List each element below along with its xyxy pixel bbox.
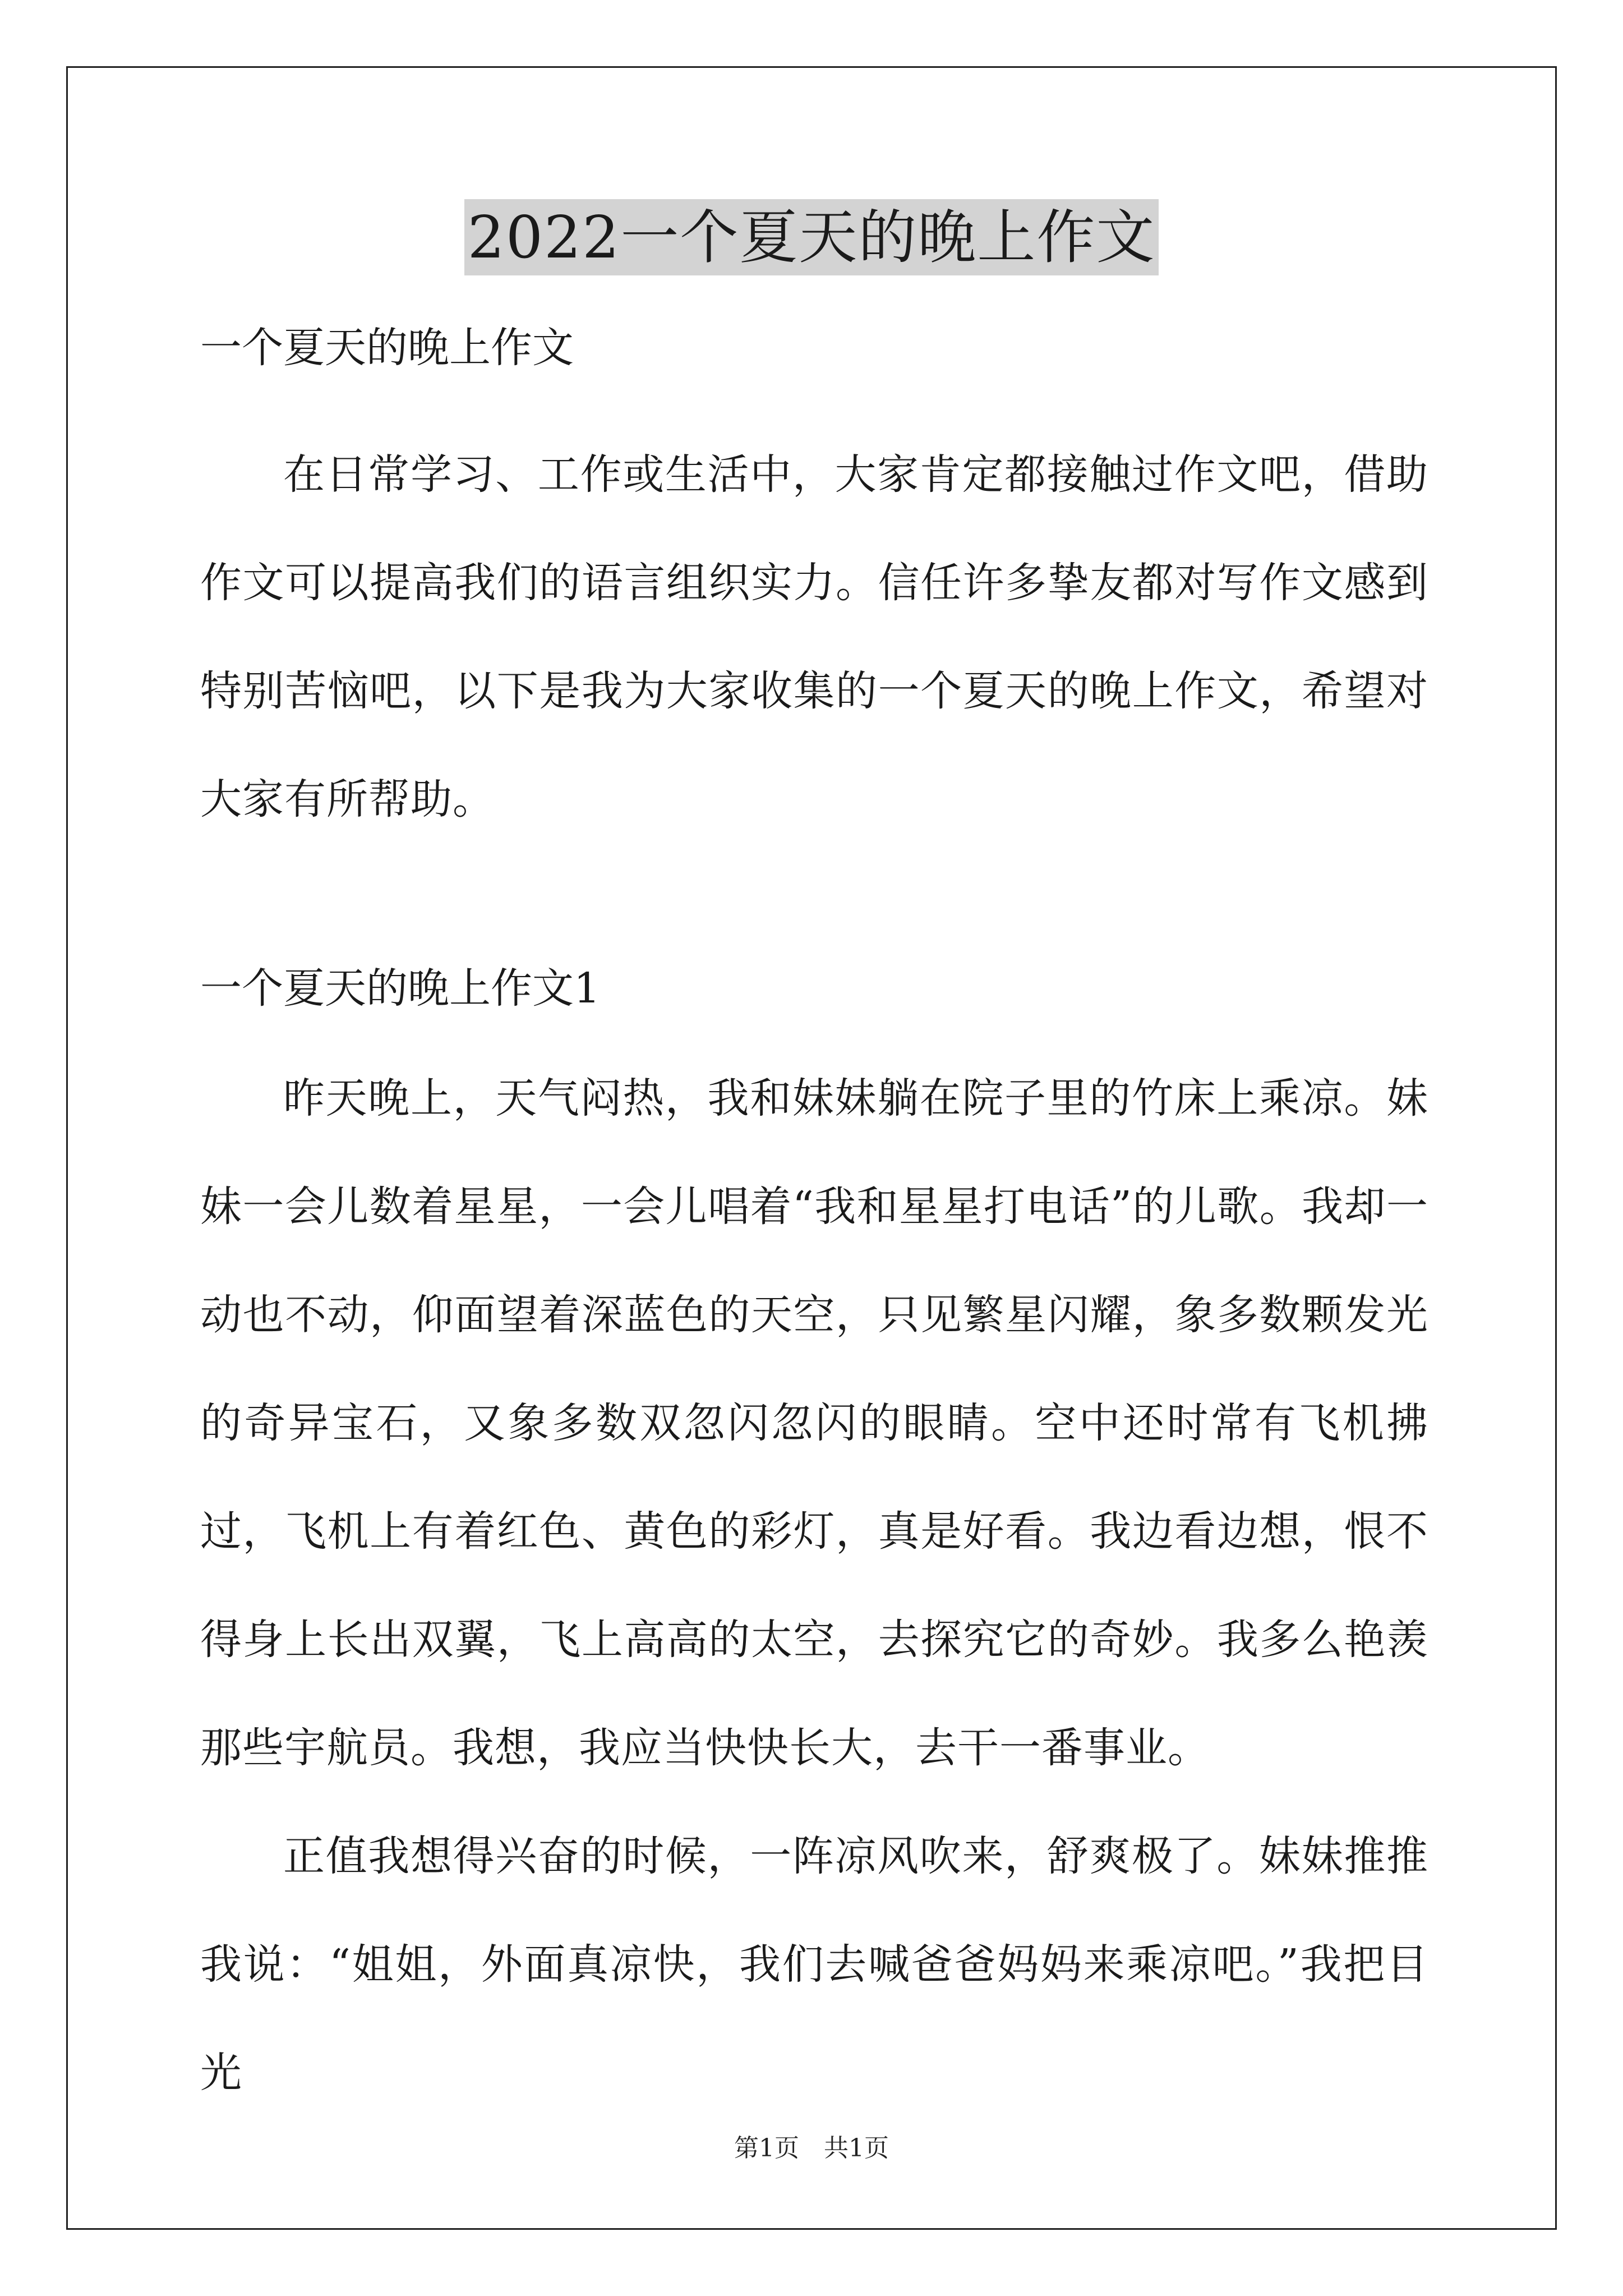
title-container xyxy=(0,199,1623,275)
page-footer xyxy=(0,2132,1623,2165)
spacer xyxy=(200,1022,1428,1045)
spacer xyxy=(200,381,1428,421)
document-subtitle: 一个夏天的晚上作文 xyxy=(200,324,574,372)
page-number: 第1页 共1页 xyxy=(734,2134,889,2162)
body-paragraph: 昨天晚上，天气闷热，我和妹妹躺在院子里的竹床上乘凉。妹妹一会儿数着星星，一会儿唱着“我和星星打电话”的儿歌。我却一动也不动，仰面望着深蓝色的天空，只见繁星闪耀，象多数颗发光的奇异宝石，又象多数双忽闪忽闪的眼睛。空中还时常有飞机拂过，飞机上有着红色、黄色的彩灯，真是好看。我边看边想，恨不得身上长出双翼，飞上高高的太空，去探究它的奇妙。我多么艳羡那些宇航员。我想，我应当快快长大，去干一番事业。 xyxy=(200,1074,1428,1772)
section-heading: 一个夏天的晚上作文1 xyxy=(200,964,601,1013)
spacer xyxy=(200,854,1428,955)
body-paragraph: 正值我想得兴奋的时候，一阵凉风吹来，舒爽极了。妹妹推推我说：“姐姐，外面真凉快，我们去喊爸爸妈妈来乘凉吧。”我把目光 xyxy=(200,1832,1428,2097)
intro-paragraph: 在日常学习、工作或生活中，大家肯定都接触过作文吧，借助作文可以提高我们的语言组织实力。信任许多挚友都对写作文感到特别苦恼吧，以下是我为大家收集的一个夏天的晚上作文，希望对大家有所帮助。 xyxy=(200,450,1428,823)
document-body xyxy=(200,314,1428,2127)
document-title: 2022一个夏天的晚上作文 xyxy=(464,199,1159,275)
